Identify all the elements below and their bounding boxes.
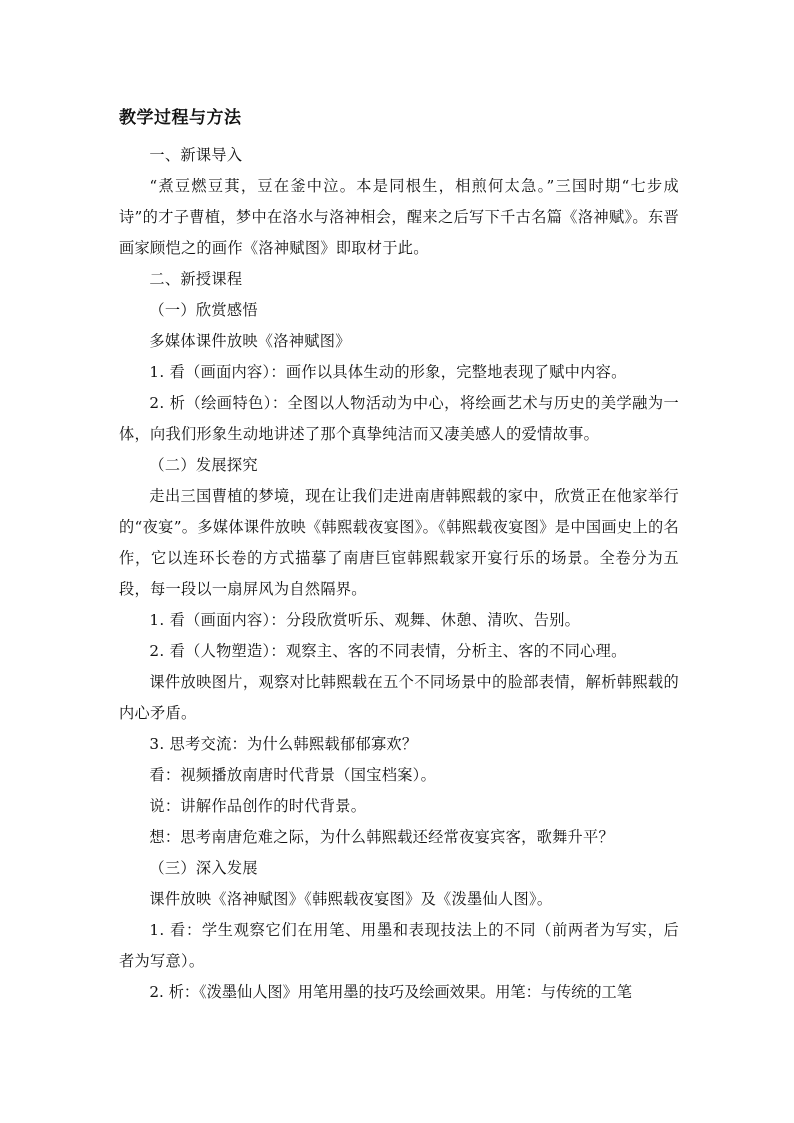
- list-item-look-content: 1. 看（画面内容）：画作以具体生动的形象，完整地表现了赋中内容。: [149, 363, 627, 381]
- list-item-analyze-features: 2. 析（绘画特色）：全图以人物活动为中心，将绘画艺术与历史的美学融为一体，向我们形象生动地讲述了那个真挚纯洁而又凄美感人的爱情故事。: [119, 394, 679, 443]
- document-body: [119, 104, 679, 1008]
- section-heading-intro: 一、新课导入: [149, 146, 243, 164]
- subsection-heading-deepening: （三）深入发展: [149, 859, 258, 877]
- list-item-think-discuss: 3. 思考交流：为什么韩熙载郁郁寡欢？: [149, 735, 418, 753]
- subsection-heading-appreciation: （一）欣赏感悟: [149, 301, 258, 319]
- paragraph-multimedia-luoshen: 多媒体课件放映《洛神赋图》: [149, 332, 351, 350]
- paragraph-facial-expressions: 课件放映图片，观察对比韩熙载在五个不同场景中的脸部表情，解析韩熙载的内心矛盾。: [119, 673, 679, 722]
- paragraph-think-question: 想：思考南唐危难之际，为什么韩熙载还经常夜宴宾客，歌舞升平？: [149, 828, 615, 846]
- section-heading-new-lesson: 二、新授课程: [149, 270, 243, 288]
- page-title: 教学过程与方法: [119, 108, 242, 128]
- list-item-analyze-ink: 2. 析：《泼墨仙人图》用笔用墨的技巧及绘画效果。用笔：与传统的工笔: [149, 983, 632, 1001]
- paragraph-intro: “煮豆燃豆萁，豆在釜中泣。本是同根生，相煎何太急。”三国时期“七步成诗”的才子曹植，梦中在洛水与洛神相会，醒来之后写下千古名篇《洛神赋》。东晋画家顾恺之的画作《洛神赋图》即取材于此。: [119, 177, 679, 257]
- subsection-heading-exploration: （二）发展探究: [149, 456, 258, 474]
- paragraph-three-paintings: 课件放映《洛神赋图》《韩熙载夜宴图》及《泼墨仙人图》。: [149, 890, 553, 908]
- list-item-look-segments: 1. 看（画面内容）：分段欣赏听乐、观舞、休憩、清吹、告别。: [149, 611, 581, 629]
- list-item-look-techniques: 1. 看：学生观察它们在用笔、用墨和表现技法上的不同（前两者为写实，后者为写意）。: [119, 921, 679, 970]
- paragraph-say-background: 说：讲解作品创作的时代背景。: [149, 797, 367, 815]
- paragraph-night-banquet: 走出三国曹植的梦境，现在让我们走进南唐韩熙载的家中，欣赏正在他家举行的“夜宴”。多媒体课件放映《韩熙载夜宴图》。《韩熙载夜宴图》是中国画史上的名作，它以连环长卷的方式描摹了南唐巨宦韩熙载家开宴行乐的场景。全卷分为五段，每一段以一扇屏风为自然隔界。: [119, 487, 679, 598]
- paragraph-look-video: 看：视频播放南唐时代背景（国宝档案）。: [149, 766, 437, 784]
- list-item-look-figures: 2. 看（人物塑造）：观察主、客的不同表情，分析主、客的不同心理。: [149, 642, 627, 660]
